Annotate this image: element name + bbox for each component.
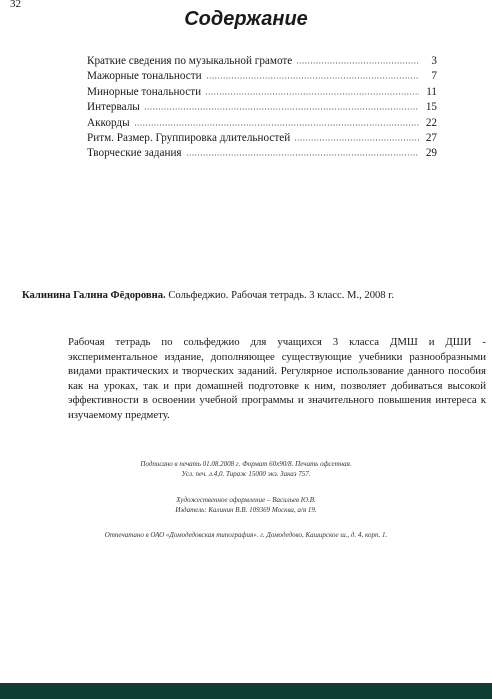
toc-entry [87, 101, 437, 116]
toc-entry-title: Творческие задания [87, 147, 182, 160]
toc-entry [87, 86, 437, 101]
toc-entry-page: 7 [431, 70, 437, 83]
dot-leader [296, 55, 419, 64]
toc-entry-title: Аккорды [87, 116, 130, 129]
imprint-printer [0, 530, 492, 540]
page-number: 32 [10, 0, 21, 10]
toc-entry-title: Ритм. Размер. Группировка длительностей [87, 131, 291, 144]
dot-leader [205, 86, 419, 95]
citation-details: Сольфеджио. Рабочая тетрадь. 3 класс. М., 2008 г. [168, 290, 395, 301]
toc-entry-page: 3 [431, 55, 437, 67]
toc-entry-page: 29 [425, 147, 437, 160]
citation-author: Калинина Галина Фёдоровна. [22, 290, 166, 301]
dot-leader [294, 132, 419, 141]
footer-band [0, 683, 492, 699]
book-description: Рабочая тетрадь по сольфеджио для учащихся 3 класса ДМШ и ДШИ - экспериментальное издание, дополняющее существующие учебники разнообразными видами практических и творческих заданий. Регулярное использование данного пособия как на уроках, так и при домашней подготовке к ним, позволяет добиваться высокой эффективности в освоении учебной программы и значительного повышения интереса к изучаемому предмету. [68, 336, 486, 421]
imprint-publisher: Издатель: Калинин В.В. 109369 Москва, а/я 19. [175, 506, 317, 514]
dot-leader [206, 70, 419, 79]
imprint-design-credit: Художественное оформление – Васильев Ю.В. [176, 496, 316, 504]
toc-entry [87, 132, 437, 147]
imprint-print-line: Усл. печ. л.4,0. Тираж 15000 экз. Заказ 757. [181, 470, 311, 478]
toc-entry-title: Интервалы [87, 101, 140, 114]
toc-entry-page: 27 [425, 131, 437, 144]
imprint-print-line: Подписано в печать 01.08.2008 г. Формат 60x90/8. Печать офсетная. [140, 460, 352, 468]
dot-leader [134, 117, 419, 126]
toc-entry-page: 22 [425, 116, 437, 129]
dot-leader [186, 147, 419, 156]
contents-title: Содержание [184, 8, 308, 30]
toc-entry-title: Мажорные тональности [87, 70, 202, 83]
toc-entry [87, 70, 437, 85]
imprint-print-details [0, 459, 492, 479]
toc-entry [87, 147, 437, 162]
toc-entry-title: Краткие сведения по музыкальной грамоте [87, 55, 293, 67]
imprint-printed-by: Отпечатано в ОАО «Домодедовская типография». г. Домодедово, Каширское ш., д. 4, корп. 1. [104, 531, 388, 539]
toc-entry-title: Минорные тональности [87, 85, 202, 98]
toc-entry [87, 117, 437, 132]
dot-leader [144, 101, 419, 110]
toc-entry-page: 11 [426, 85, 437, 98]
imprint-credits [0, 495, 492, 515]
toc-entry [87, 55, 437, 70]
toc-entry-page: 15 [425, 101, 437, 114]
table-of-contents [87, 55, 437, 163]
bibliographic-citation [22, 290, 472, 301]
